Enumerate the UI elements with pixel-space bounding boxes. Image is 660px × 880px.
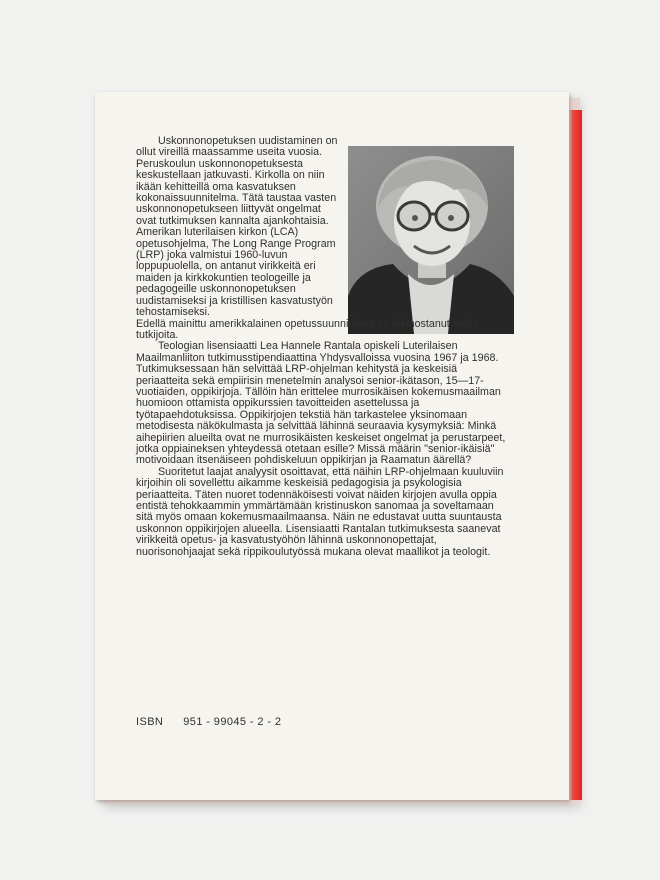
blurb-paragraph-3: Suoritetut laajat analyysit osoittavat, että näihin LRP-ohjelmaan kuuluviin kirjoihin oli sovellettu aikamme keskeisiä pedagogisia ja psykologisia periaatteita. Täten nuoret todennäköisesti voivat näiden kirjojen avulla oppia entistä tehokkaammin ymmärtämään kristinuskon sanomaa ja soveltamaan sitä myös omaan kokemusmaailmaansa. Näin ne edustavat uutta suuntausta uskonnon oppikirjojen alueella. Lisensiaatti Rantalan tutkimuksesta saanevat virikkeitä opetus- ja kasvatustyöhön lähinnä uskonnonopettajat, nuorisonohjaajat sekä rippikoulutyössä mukana olevat maallikot ja teologit.	[136, 465, 504, 558]
isbn-label: ISBN	[136, 716, 164, 728]
blurb-paragraph-2: Teologian lisensiaatti Lea Hannele Rantala opiskeli Luterilaisen Maailmanliiton tutkimusstipendiaattina Yhdysvalloissa vuosina 1967 ja 1968. Tutkimuksessaan hän selvittää LRP-ohjelman kehitystä ja keskeisiä periaatteita sekä empiirisin menetelmin analysoi senior-ikätason, 15—17-vuotiaiden, oppikirjoja. Tällöin hän erittelee murrosikäisen kokemusmaailman huomioon ottamista oppikurssien tavoitteiden asettelussa ja työtapaehdotuksissa. Oppikirjojen tekstiä hän tarkastelee yksinomaan metodisesta näkökulmasta ja selvittää lähinnä seuraavia kysymyksiä: Minkä aihepiirien alueilta ovat ne murrosikäisten keskeiset ongelmat ja perustarpeet, jotka oppiaineksen yhteydessä otetaan esille? Missä määrin "senior-ikäisiä" motivoidaan itsenäiseen pohdiskeluun oppikirjan ja Raamatun äärellä?	[136, 340, 506, 467]
isbn-line	[136, 716, 301, 728]
red-page-edge	[568, 110, 582, 800]
isbn-number: 951 - 99045 - 2 - 2	[183, 716, 282, 728]
blurb-paragraph-1-wrapped: Uskonnonopetuksen uudistaminen on ollut vireillä maassamme useita vuosia. Peruskoulun uskonnonopetuksesta keskustellaan jatkuvasti. Kirkolla on niin ikään kehitteillä oma kasvatuksen kokonaissuunnitelma. Tätä taustaa vasten uskonnonopetukseen liittyvät ongelmat ovat tutkimuksen kannalta ajankohtaisia. Amerikan luterilaisen kirkon (LCA) opetusohjelma, The Long Range Program (LRP) joka valmistui 1960-luvun loppupuolella, on antanut virikkeitä eri maiden ja kirkkokuntien teologeille ja pedagogeille uskonnonopetuksen uudistamiseksi ja kristillisen kasvatustyön tehostamiseksi.	[136, 135, 338, 319]
book-back-cover	[95, 92, 569, 800]
blurb-paragraph-1-end: Edellä mainittu amerikkalainen opetussuunnitelma on kiinnostanut myös tutkijoita.	[136, 317, 479, 341]
back-cover-blurb	[136, 136, 510, 558]
